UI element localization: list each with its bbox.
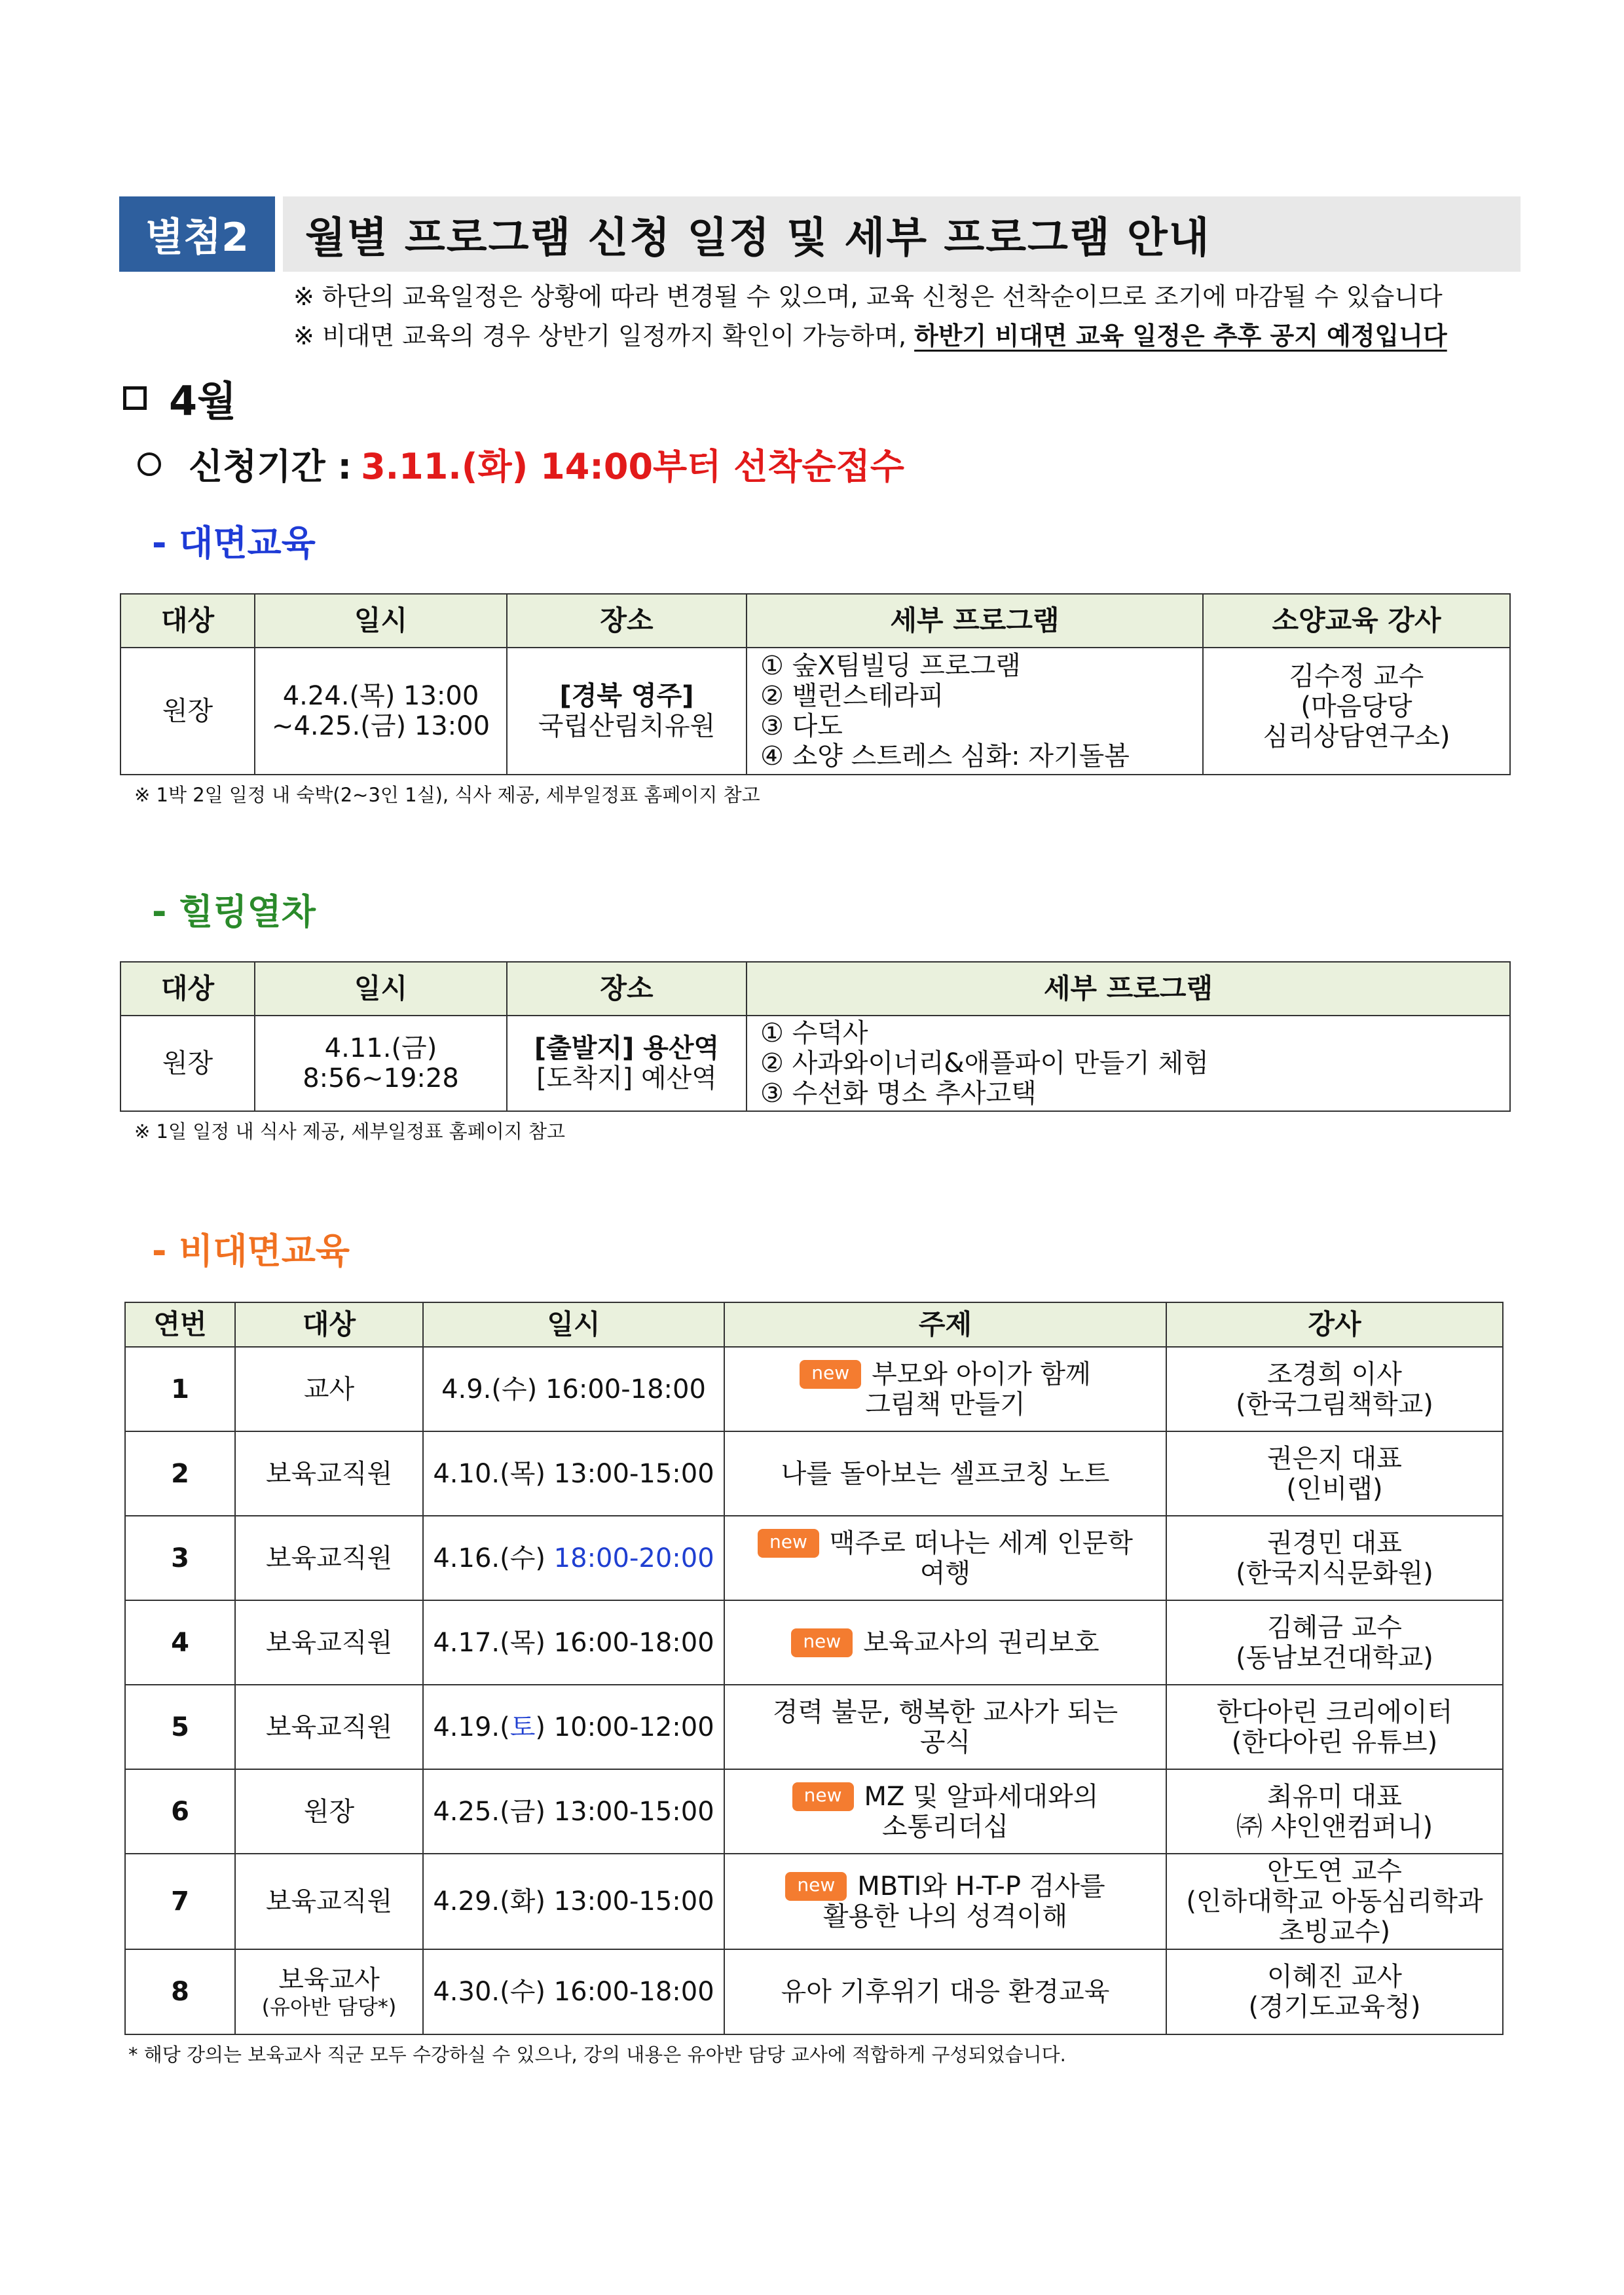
- row-instructor-org: 초빙교수): [1278, 1917, 1391, 1947]
- inperson-program-item: ④ 소양 스트레스 심화: 자기돌봄: [760, 741, 1130, 771]
- section-train-heading: - 힐링열차: [152, 891, 316, 932]
- row-target: [235, 1949, 423, 2034]
- row-no: 8: [125, 1949, 235, 2034]
- table-row: [125, 1854, 1503, 1949]
- row-instructor-org: (경기도교육청): [1248, 1992, 1421, 2022]
- row-topic: [724, 1431, 1166, 1516]
- row-instructor-name: 안도연 교수: [1267, 1856, 1402, 1886]
- circle-bullet-icon: [138, 452, 161, 476]
- row-instructor-org: (인하대학교 아동심리학과: [1186, 1886, 1483, 1917]
- table-row: [125, 1949, 1503, 2034]
- train-header-program: 세부 프로그램: [747, 962, 1510, 1016]
- attachment-badge: 별첨2: [119, 196, 275, 272]
- new-badge: new: [758, 1529, 819, 1558]
- train-time: 8:56~19:28: [303, 1063, 459, 1093]
- row-instructor-name: 이혜진 교사: [1267, 1962, 1402, 1992]
- inperson-place-venue: 국립산림치유원: [538, 711, 716, 741]
- row-topic-line: 여행: [919, 1558, 971, 1588]
- row-topic: [724, 1600, 1166, 1685]
- inperson-program-item: ② 밸런스테라피: [760, 681, 944, 711]
- row-instructor-org: (한국그림책학교): [1236, 1389, 1433, 1420]
- online-footnote: * 해당 강의는 보육교사 직군 모두 수강하실 수 있으나, 강의 내용은 유아반 담당 교사에 적합하게 구성되었습니다.: [128, 2044, 1066, 2066]
- online-header-no: 연번: [125, 1302, 235, 1347]
- inperson-datetime-start: 4.24.(목) 13:00: [282, 681, 479, 711]
- row-no: 7: [125, 1854, 235, 1949]
- inperson-programs: [747, 648, 1203, 775]
- row-topic-line: 맥주로 떠나는 세계 인문학: [829, 1528, 1134, 1558]
- row-instructor-name: 권경민 대표: [1267, 1528, 1402, 1558]
- row-date-time-highlight: 18:00-20:00: [553, 1543, 714, 1573]
- row-topic-line: 경력 불문, 행복한 교사가 되는: [772, 1697, 1118, 1727]
- row-date: 4.29.(화) 13:00-15:00: [423, 1854, 724, 1949]
- row-no: 4: [125, 1600, 235, 1685]
- inperson-instructor-name: 김수정 교수: [1289, 661, 1424, 691]
- online-header-topic: 주제: [724, 1302, 1166, 1347]
- inperson-header-program: 세부 프로그램: [747, 594, 1203, 648]
- row-instructor-org: ㈜ 샤인앤컴퍼니): [1236, 1811, 1433, 1842]
- row-topic-line: 그림책 만들기: [865, 1389, 1025, 1420]
- notice-line-2: [293, 316, 1447, 352]
- table-row: [125, 1516, 1503, 1600]
- row-instructor-name: 권은지 대표: [1267, 1443, 1402, 1474]
- row-target: 원장: [235, 1769, 423, 1854]
- row-topic-line: MZ 및 알파세대와의: [864, 1781, 1099, 1812]
- row-instructor-name: 한다아린 크리에이터: [1216, 1697, 1453, 1727]
- row-topic-line: MBTI와 H-T-P 검사를: [857, 1871, 1105, 1901]
- inperson-datetime: [255, 648, 507, 775]
- row-instructor-name: 조경희 이사: [1267, 1359, 1402, 1389]
- table-row: [125, 1769, 1503, 1854]
- row-no: 5: [125, 1685, 235, 1769]
- row-topic: [724, 1516, 1166, 1600]
- inperson-place-region: [경북 영주]: [559, 681, 694, 711]
- notice-line-2-emphasis: 하반기 비대면 교육 일정은 추후 공지 예정입니다: [914, 321, 1447, 350]
- inperson-header-place: 장소: [507, 594, 747, 648]
- checkbox-square-icon: [123, 386, 147, 410]
- inperson-table: [120, 593, 1511, 775]
- row-topic: [724, 1347, 1166, 1431]
- row-date: 4.9.(수) 16:00-18:00: [423, 1347, 724, 1431]
- row-target: 보육교직원: [235, 1854, 423, 1949]
- inperson-datetime-end: ~4.25.(금) 13:00: [271, 711, 490, 741]
- row-date-part: ) 10:00-12:00: [535, 1712, 714, 1742]
- row-instructor-org: (동남보건대학교): [1236, 1642, 1433, 1673]
- section-online-heading: - 비대면교육: [152, 1230, 350, 1272]
- row-topic-line: 공식: [919, 1727, 971, 1757]
- train-departure: [출발지] 용산역: [534, 1033, 720, 1063]
- row-topic-line: 부모와 아이가 함께: [872, 1359, 1091, 1389]
- application-period: [138, 439, 904, 489]
- inperson-header-datetime: 일시: [255, 594, 507, 648]
- row-target-sub: (유아반 담당*): [261, 1994, 397, 2019]
- row-topic: [724, 1949, 1166, 2034]
- row-instructor: [1166, 1854, 1503, 1949]
- row-no: 6: [125, 1769, 235, 1854]
- row-instructor-name: 김혜금 교수: [1267, 1612, 1402, 1643]
- row-date: [423, 1516, 724, 1600]
- month-heading: [123, 369, 236, 427]
- train-target: 원장: [120, 1016, 255, 1111]
- row-instructor: [1166, 1431, 1503, 1516]
- row-no: 2: [125, 1431, 235, 1516]
- row-date: 4.25.(금) 13:00-15:00: [423, 1769, 724, 1854]
- row-date-day: 4.16.(수): [433, 1543, 554, 1573]
- row-target: 보육교직원: [235, 1431, 423, 1516]
- row-topic: [724, 1854, 1166, 1949]
- train-arrival: [도착지] 예산역: [536, 1063, 717, 1093]
- inperson-instructor-org: (마음당당: [1301, 691, 1412, 722]
- online-header-target: 대상: [235, 1302, 423, 1347]
- train-programs: [747, 1016, 1510, 1111]
- row-date-part: 4.19.(: [433, 1712, 510, 1742]
- inperson-header-instructor: 소양교육 강사: [1203, 594, 1510, 648]
- inperson-program-item: ③ 다도: [760, 711, 843, 741]
- row-instructor: [1166, 1685, 1503, 1769]
- row-instructor: [1166, 1347, 1503, 1431]
- row-topic-line: 활용한 나의 성격이해: [822, 1901, 1068, 1932]
- row-instructor: [1166, 1769, 1503, 1854]
- page-title: 월별 프로그램 신청 일정 및 세부 프로그램 안내: [283, 196, 1521, 272]
- train-header-place: 장소: [507, 962, 747, 1016]
- row-instructor: [1166, 1600, 1503, 1685]
- table-row: [125, 1685, 1503, 1769]
- table-row: [125, 1431, 1503, 1516]
- row-instructor: [1166, 1949, 1503, 2034]
- train-date: 4.11.(금): [324, 1033, 437, 1063]
- row-instructor-name: 최유미 대표: [1267, 1781, 1402, 1812]
- row-instructor-org: (한다아린 유튜브): [1231, 1727, 1438, 1757]
- inperson-program-item: ① 숲X팀빌딩 프로그램: [760, 651, 1021, 681]
- inperson-header-target: 대상: [120, 594, 255, 648]
- row-topic-line: 유아 기후위기 대응 환경교육: [781, 1977, 1110, 2007]
- row-topic-line: 보육교사의 권리보호: [863, 1627, 1099, 1658]
- table-row: [125, 1347, 1503, 1431]
- row-date: 4.30.(수) 16:00-18:00: [423, 1949, 724, 2034]
- section-inperson-heading: - 대면교육: [152, 523, 316, 564]
- row-topic: [724, 1769, 1166, 1854]
- new-badge: new: [791, 1628, 853, 1657]
- month-label: 4월: [169, 377, 237, 425]
- inperson-place: [507, 648, 747, 775]
- row-topic-line: 소통리더십: [881, 1811, 1009, 1842]
- train-program-item: ② 사과와이너리&애플파이 만들기 체험: [760, 1048, 1209, 1078]
- row-date-weekday-highlight: 토: [509, 1712, 536, 1742]
- row-instructor-org: (한국지식문화원): [1236, 1558, 1433, 1588]
- row-instructor: [1166, 1516, 1503, 1600]
- row-no: 1: [125, 1347, 235, 1431]
- online-header-instructor: 강사: [1166, 1302, 1503, 1347]
- inperson-footnote: ※ 1박 2일 일정 내 숙박(2~3인 1실), 식사 제공, 세부일정표 홈페이지 참고: [134, 784, 760, 806]
- row-target: 교사: [235, 1347, 423, 1431]
- notice-line-2-text: ※ 비대면 교육의 경우 상반기 일정까지 확인이 가능하며,: [293, 321, 915, 350]
- row-no: 3: [125, 1516, 235, 1600]
- period-label: 신청기간 :: [189, 446, 352, 487]
- row-date: [423, 1685, 724, 1769]
- row-instructor-org: (인비랩): [1286, 1473, 1383, 1504]
- train-place: [507, 1016, 747, 1111]
- online-header-date: 일시: [423, 1302, 724, 1347]
- row-target: 보육교직원: [235, 1685, 423, 1769]
- table-row: [125, 1600, 1503, 1685]
- train-datetime: [255, 1016, 507, 1111]
- train-program-item: ① 수덕사: [760, 1018, 868, 1048]
- inperson-instructor-org: 심리상담연구소): [1263, 722, 1450, 752]
- period-value: 3.11.(화) 14:00부터 선착순접수: [361, 446, 904, 487]
- train-footnote: ※ 1일 일정 내 식사 제공, 세부일정표 홈페이지 참고: [134, 1120, 565, 1143]
- row-topic-line: 나를 돌아보는 셀프코칭 노트: [781, 1458, 1110, 1489]
- row-date: 4.10.(목) 13:00-15:00: [423, 1431, 724, 1516]
- train-header-target: 대상: [120, 962, 255, 1016]
- row-target: 보육교직원: [235, 1600, 423, 1685]
- notice-line-1: ※ 하단의 교육일정은 상황에 따라 변경될 수 있으며, 교육 신청은 선착순이므로 조기에 마감될 수 있습니다: [293, 282, 1443, 311]
- row-date: 4.17.(목) 16:00-18:00: [423, 1600, 724, 1685]
- new-badge: new: [800, 1360, 861, 1389]
- online-table: [124, 1302, 1504, 2035]
- inperson-target: 원장: [120, 648, 255, 775]
- train-header-datetime: 일시: [255, 962, 507, 1016]
- train-table: [120, 961, 1511, 1112]
- new-badge: new: [785, 1872, 847, 1901]
- new-badge: new: [792, 1782, 854, 1811]
- row-target-main: 보육교사: [278, 1964, 380, 1995]
- row-topic: [724, 1685, 1166, 1769]
- train-program-item: ③ 수선화 명소 추사고택: [760, 1078, 1037, 1109]
- inperson-instructor: [1203, 648, 1510, 775]
- row-target: 보육교직원: [235, 1516, 423, 1600]
